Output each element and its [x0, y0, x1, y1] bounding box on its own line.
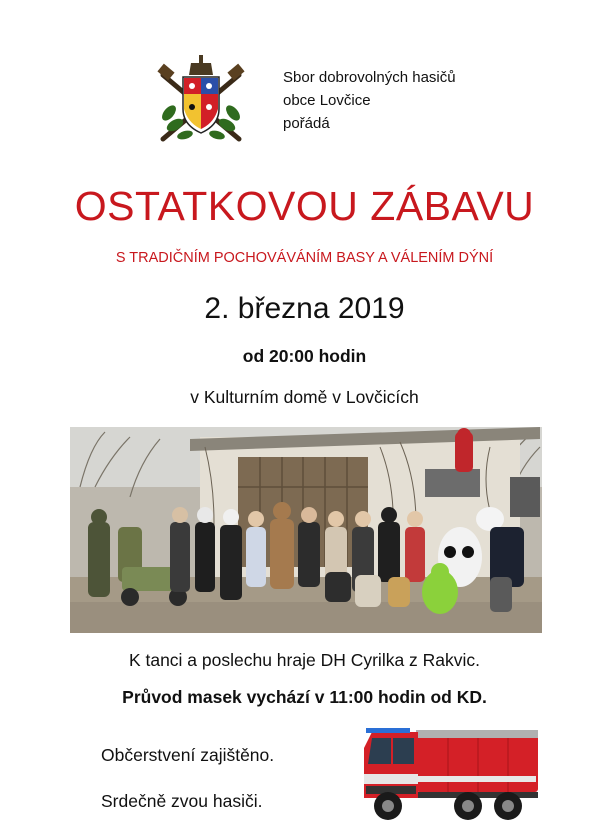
fire-truck-icon [358, 718, 542, 824]
music-info: K tanci a poslechu hraje DH Cyrilka z Rakvic. [128, 650, 481, 670]
signoff: Srdečně zvou hasiči. [101, 791, 263, 811]
parade-info: Průvod masek vychází v 11:00 hodin od KD. [122, 687, 487, 707]
group-photo [70, 427, 542, 633]
organizer-line-3: pořádá [283, 115, 330, 132]
refreshments-info: Občerstvení zajištěno. [101, 745, 275, 765]
event-time: od 20:00 hodin [242, 346, 367, 366]
organizer-block [283, 66, 456, 135]
organizer-line-1: Sbor dobrovolných hasičů [283, 69, 456, 86]
event-title: OSTATKOVOU ZÁBAVU [74, 183, 535, 229]
event-venue: v Kulturním domě v Lovčicích [190, 387, 419, 407]
firefighters-emblem-icon [155, 55, 247, 143]
organizer-line-2: obce Lovčice [283, 92, 371, 109]
event-date: 2. března 2019 [204, 292, 405, 325]
event-subtitle: S TRADIČNÍM POCHOVÁVÁNÍM BASY A VÁLENÍM DÝNÍ [115, 250, 494, 266]
